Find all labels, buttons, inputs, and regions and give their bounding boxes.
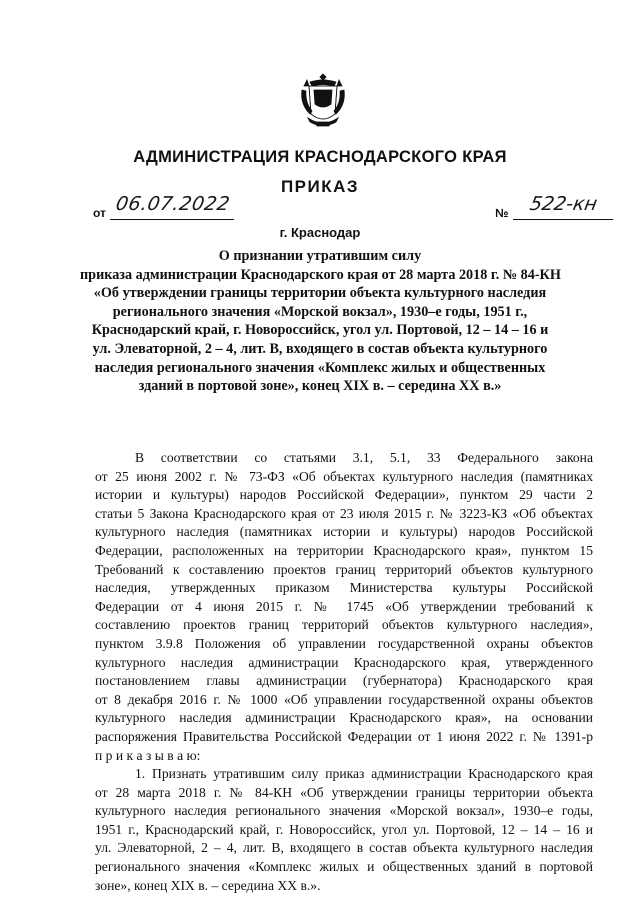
body-line: культурного наследия администрации Краснодарского края», на основании [95,710,593,726]
order-keyword: п р и к а з ы в а ю: [95,747,201,763]
body-line: статьи 5 Закона Краснодарского края от 23 июля 2015 г. № 3223-КЗ «Об объектах [95,505,593,521]
body-line: от 25 июня 2002 г. № 73-ФЗ «Об объектах культурного наследия (памятниках [95,468,593,484]
body-line: истории и культуры) народов Российской Федерации», пунктом 29 части 2 [95,487,593,503]
title-line: наследия регионального значения «Комплекс жилых и общественных [94,359,546,376]
body-line: регионального значения «Комплекс жилых и общественных зданий в портовой [95,859,593,875]
body-line: Требований к составлению проектов границ территорий объектов культурного [95,561,593,577]
body-line: зоне», конец XIX в. – середина XX в.». [95,877,321,893]
number-underline [513,219,613,220]
city-name: г. Краснодар [279,225,361,240]
body-line: постановлением главы администрации (губернатора) Краснодарского края [95,673,593,689]
handwritten-date: 06.07.2022 [114,193,232,215]
organization-name: АДМИНИСТРАЦИЯ КРАСНОДАРСКОГО КРАЯ [133,148,507,166]
body-line: Федерации от 4 июня 2015 г. № 1745 «Об утверждении требований к [95,598,593,614]
krasnodar-coat-of-arms-icon [300,72,346,128]
body-line: В соответствии со статьями 3.1, 5.1, 33 Федерального закона [135,450,593,465]
body-line: от 8 декабря 2016 г. № 1000 «Об управлении государственной охраны объектов [95,691,593,707]
body-line: культурного наследия администрации Краснодарского края, утвержденного [95,654,593,670]
body-line: составлению проектов границ территорий объектов культурного наследия», [95,617,593,633]
body-line: 1951 г., Краснодарский край, г. Новороссийск, угол ул. Портовой, 12 – 14 – 16 и [95,821,593,837]
title-line: приказа администрации Краснодарского края от 28 марта 2018 г. № 84-КН [80,266,561,283]
body-line: ул. Элеваторной, 2 – 4, лит. В, входящего в состав объекта культурного наследия [95,840,593,856]
title-line: зданий в портовой зоне», конец XIX в. – середина XX в.» [138,378,502,395]
body-line: 1. Признать утратившим силу приказ администрации Краснодарского края [135,766,593,782]
title-line: ул. Элеваторной, 2 – 4, лит. В, входящего в состав объекта культурного [92,340,548,357]
title-line: регионального значения «Морской вокзал», 1930–е годы, 1951 г., [112,303,528,320]
date-label: от [93,206,106,220]
body-line: от 28 марта 2018 г. № 84-КН «Об утверждении границы территории объекта [95,784,593,800]
title-line: Краснодарский край, г. Новороссийск, угол ул. Портовой, 12 – 14 – 16 и [91,322,549,339]
document-title [80,247,560,396]
title-line: «Об утверждении границы территории объекта культурного наследия [93,285,547,302]
title-line: О признании утратившим силу [218,248,422,264]
number-label: № [495,206,509,220]
body-line: пунктом 3.9.8 Положения об управлении государственной охраны объектов [95,635,593,651]
body-line: Федерации, расположенных на территории Краснодарского края», пунктом 15 [95,542,593,558]
handwritten-number: 522-кн [528,193,599,215]
body-line: распоряжения Правительства Российской Федерации от 1 июня 2022 г. № 1391-р [95,728,593,744]
body-line: культурного наследия (памятниках истории и культуры) народов Российской [95,524,593,540]
body-line: наследия, утвержденных приказом Министерства культуры Российской [95,580,593,596]
body-line: культурного наследия регионального значения «Морской вокзал», 1930–е годы, [95,803,593,819]
document-type: ПРИКАЗ [280,177,360,196]
date-underline [110,219,234,220]
document-body [95,449,593,895]
